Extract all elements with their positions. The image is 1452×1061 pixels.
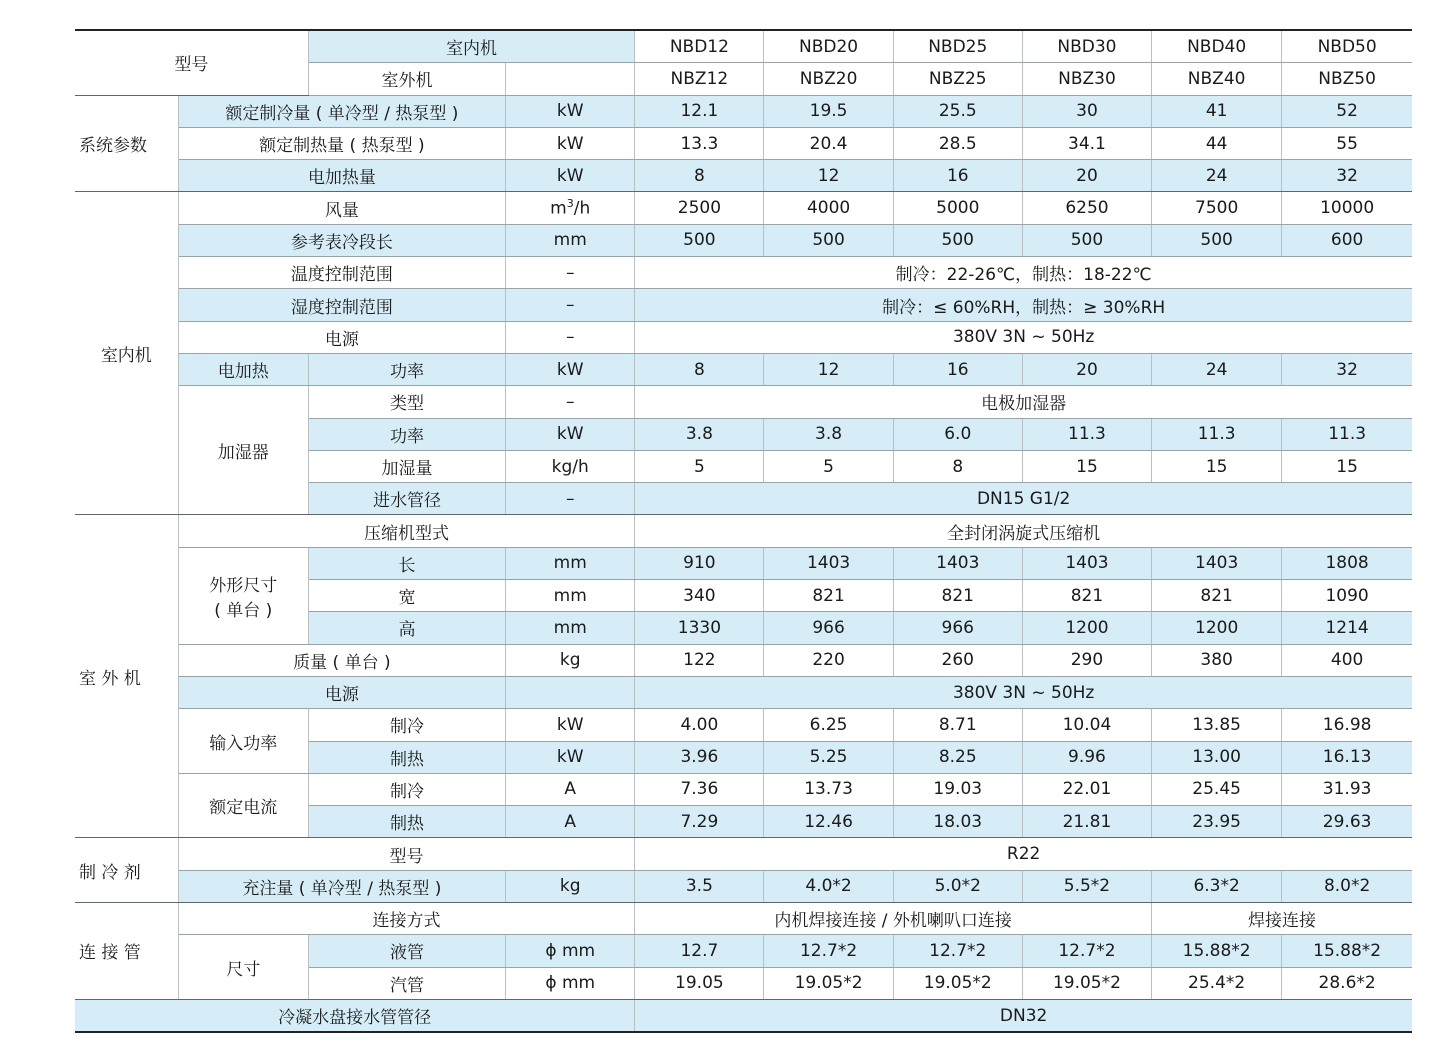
row-label: 额定制热量 ( 热泵型 ) (178, 127, 505, 159)
value-cell: 220 (764, 644, 893, 676)
value-cell: 21.81 (1022, 806, 1151, 838)
value-cell: 20 (1022, 353, 1151, 385)
model-cell: NBD40 (1152, 30, 1282, 63)
unit-cell: kW (506, 741, 635, 773)
value-cell: 30 (1022, 95, 1151, 127)
value-cell: 7500 (1152, 192, 1282, 224)
merged-value-cell: 制冷：≤ 60%RH，制热：≥ 30%RH (635, 289, 1412, 321)
model-cell: NBZ12 (635, 63, 764, 95)
merged-value-cell: 制冷：22-26℃，制热：18-22℃ (635, 257, 1412, 289)
unit-cell: – (506, 483, 635, 515)
unit-cell: – (506, 289, 635, 321)
outdoor-unit-label: 室外机 (308, 63, 505, 95)
table-row (75, 838, 1412, 870)
section-label-system: 系统参数 (75, 95, 178, 192)
value-cell: 1090 (1282, 580, 1412, 612)
unit-cell: kW (506, 353, 635, 385)
value-cell: 821 (1152, 580, 1282, 612)
merged-value-cell: 焊接连接 (1152, 903, 1412, 935)
unit-cell: kg (506, 644, 635, 676)
value-cell: 31.93 (1282, 773, 1412, 805)
value-cell: 500 (893, 224, 1022, 256)
table-row (75, 127, 1412, 159)
value-cell: 500 (635, 224, 764, 256)
section-label-piping: 连 接 管 (75, 903, 178, 1000)
row-label: 额定电流 (178, 773, 308, 838)
model-cell: NBZ30 (1022, 63, 1151, 95)
value-cell: 6.0 (893, 418, 1022, 450)
value-cell: 5000 (893, 192, 1022, 224)
row-label: 电源 (178, 321, 505, 353)
value-cell: 16.98 (1282, 709, 1412, 741)
indoor-unit-label: 室内机 (308, 30, 634, 63)
value-cell: 41 (1152, 95, 1282, 127)
value-cell: 18.03 (893, 806, 1022, 838)
value-cell: 500 (1022, 224, 1151, 256)
value-cell: 15.88*2 (1282, 935, 1412, 967)
table-row (75, 224, 1412, 256)
merged-value-cell: 电极加湿器 (635, 386, 1412, 418)
unit-cell: ϕ mm (506, 935, 635, 967)
model-cell: NBD12 (635, 30, 764, 63)
row-label: 温度控制范围 (178, 257, 505, 289)
value-cell: 10000 (1282, 192, 1412, 224)
model-cell: NBZ25 (893, 63, 1022, 95)
row-sub-label: 液管 (308, 935, 505, 967)
value-cell: 11.3 (1022, 418, 1151, 450)
unit-cell: kg/h (506, 450, 635, 482)
value-cell: 11.3 (1282, 418, 1412, 450)
unit-sup: 3 (566, 197, 574, 211)
value-cell: 9.96 (1022, 741, 1151, 773)
value-cell: 19.05 (635, 967, 764, 999)
table-row (75, 386, 1412, 418)
unit-cell: – (506, 321, 635, 353)
value-cell: 8 (635, 160, 764, 192)
table-row (75, 95, 1412, 127)
row-label: 充注量 ( 单冷型 / 热泵型 ) (178, 870, 505, 902)
unit-cell (506, 63, 635, 95)
value-cell: 5 (764, 450, 893, 482)
row-label: 压缩机型式 (178, 515, 635, 547)
value-cell: 24 (1152, 160, 1282, 192)
value-cell: 24 (1152, 353, 1282, 385)
row-sub-label: 长 (308, 547, 505, 579)
unit-cell: ϕ mm (506, 967, 635, 999)
value-cell: 8.71 (893, 709, 1022, 741)
unit-cell (506, 676, 635, 708)
value-cell: 1200 (1022, 612, 1151, 644)
unit-cell: mm (506, 580, 635, 612)
unit-cell: mm (506, 224, 635, 256)
value-cell: 6250 (1022, 192, 1151, 224)
table-row (75, 935, 1412, 967)
value-cell: 25.4*2 (1152, 967, 1282, 999)
value-cell: 25.45 (1152, 773, 1282, 805)
unit-cell: kg (506, 870, 635, 902)
value-cell: 821 (1022, 580, 1151, 612)
value-cell: 7.29 (635, 806, 764, 838)
unit-cell: A (506, 773, 635, 805)
table-row (75, 353, 1412, 385)
dimensions-label-line2: ( 单台 ) (214, 600, 273, 621)
value-cell: 5.5*2 (1022, 870, 1151, 902)
unit-base: m (550, 198, 567, 219)
value-cell: 16 (893, 160, 1022, 192)
value-cell: 5.25 (764, 741, 893, 773)
value-cell: 32 (1282, 160, 1412, 192)
table-row (75, 515, 1412, 547)
section-label-refrigerant: 制 冷 剂 (75, 838, 178, 903)
row-label: 电源 (178, 676, 505, 708)
table-row (75, 160, 1412, 192)
value-cell: 12.7*2 (764, 935, 893, 967)
table-row (75, 773, 1412, 805)
value-cell: 20 (1022, 160, 1151, 192)
unit-cell: mm (506, 547, 635, 579)
row-sub-label: 汽管 (308, 967, 505, 999)
value-cell: 32 (1282, 353, 1412, 385)
row-label: 电加热量 (178, 160, 505, 192)
unit-cell: kW (506, 709, 635, 741)
row-sub-label: 制热 (308, 806, 505, 838)
merged-value-cell: 全封闭涡旋式压缩机 (635, 515, 1412, 547)
table-row (75, 676, 1412, 708)
model-cell: NBD25 (893, 30, 1022, 63)
row-sub-label: 加湿量 (308, 450, 505, 482)
value-cell: 966 (764, 612, 893, 644)
row-sub-label: 制热 (308, 741, 505, 773)
table-row (75, 192, 1412, 224)
value-cell: 1403 (764, 547, 893, 579)
row-label: 湿度控制范围 (178, 289, 505, 321)
value-cell: 15 (1282, 450, 1412, 482)
value-cell: 3.8 (635, 418, 764, 450)
unit-cell: kW (506, 160, 635, 192)
value-cell: 4.0*2 (764, 870, 893, 902)
value-cell: 23.95 (1152, 806, 1282, 838)
value-cell: 2500 (635, 192, 764, 224)
merged-value-cell: 内机焊接连接 / 外机喇叭口连接 (635, 903, 1152, 935)
model-cell: NBD20 (764, 30, 893, 63)
value-cell: 28.5 (893, 127, 1022, 159)
row-label: 尺寸 (178, 935, 308, 1000)
value-cell: 55 (1282, 127, 1412, 159)
table-row (75, 547, 1412, 579)
value-cell: 122 (635, 644, 764, 676)
row-sub-label: 宽 (308, 580, 505, 612)
value-cell: 1808 (1282, 547, 1412, 579)
value-cell: 19.03 (893, 773, 1022, 805)
value-cell: 10.04 (1022, 709, 1151, 741)
value-cell: 13.85 (1152, 709, 1282, 741)
table-row (75, 644, 1412, 676)
value-cell: 1403 (1022, 547, 1151, 579)
table-row (75, 30, 1412, 63)
merged-value-cell: 380V 3N ~ 50Hz (635, 676, 1412, 708)
row-sub-label: 功率 (308, 353, 505, 385)
value-cell: 8.25 (893, 741, 1022, 773)
model-cell: NBZ40 (1152, 63, 1282, 95)
value-cell: 12 (764, 160, 893, 192)
row-label: 冷凝水盘接水管管径 (75, 999, 635, 1032)
value-cell: 6.3*2 (1152, 870, 1282, 902)
row-label: 质量 ( 单台 ) (178, 644, 505, 676)
value-cell: 821 (893, 580, 1022, 612)
value-cell: 44 (1152, 127, 1282, 159)
value-cell: 6.25 (764, 709, 893, 741)
value-cell: 500 (764, 224, 893, 256)
value-cell: 16 (893, 353, 1022, 385)
model-cell: NBZ20 (764, 63, 893, 95)
row-sub-label: 进水管径 (308, 483, 505, 515)
value-cell: 52 (1282, 95, 1412, 127)
value-cell: 821 (764, 580, 893, 612)
value-cell: 29.63 (1282, 806, 1412, 838)
table-row (75, 870, 1412, 902)
value-cell: 11.3 (1152, 418, 1282, 450)
merged-value-cell: R22 (635, 838, 1412, 870)
value-cell: 500 (1152, 224, 1282, 256)
value-cell: 20.4 (764, 127, 893, 159)
value-cell: 13.3 (635, 127, 764, 159)
table-row (75, 289, 1412, 321)
table-row (75, 257, 1412, 289)
value-cell: 34.1 (1022, 127, 1151, 159)
unit-cell (506, 192, 635, 224)
dimensions-label-line1: 外形尺寸 (209, 575, 278, 596)
value-cell: 4000 (764, 192, 893, 224)
value-cell: 19.5 (764, 95, 893, 127)
value-cell: 1200 (1152, 612, 1282, 644)
value-cell: 290 (1022, 644, 1151, 676)
value-cell: 15 (1152, 450, 1282, 482)
unit-cell: kW (506, 127, 635, 159)
value-cell: 3.8 (764, 418, 893, 450)
value-cell: 380 (1152, 644, 1282, 676)
value-cell: 13.73 (764, 773, 893, 805)
value-cell: 600 (1282, 224, 1412, 256)
table-row (75, 903, 1412, 935)
spec-table (75, 29, 1412, 1033)
value-cell: 12.7 (635, 935, 764, 967)
value-cell: 340 (635, 580, 764, 612)
value-cell: 3.96 (635, 741, 764, 773)
row-label: 风量 (178, 192, 505, 224)
row-label: 额定制冷量 ( 单冷型 / 热泵型 ) (178, 95, 505, 127)
row-label: 连接方式 (178, 903, 635, 935)
value-cell: 22.01 (1022, 773, 1151, 805)
merged-value-cell: 380V 3N ~ 50Hz (635, 321, 1412, 353)
value-cell: 19.05*2 (1022, 967, 1151, 999)
value-cell: 5 (635, 450, 764, 482)
value-cell: 15.88*2 (1152, 935, 1282, 967)
unit-cell: kW (506, 95, 635, 127)
merged-value-cell: DN15 G1/2 (635, 483, 1412, 515)
value-cell: 4.00 (635, 709, 764, 741)
value-cell: 12.7*2 (1022, 935, 1151, 967)
unit-cell: kW (506, 418, 635, 450)
value-cell: 3.5 (635, 870, 764, 902)
model-cell: NBZ50 (1282, 63, 1412, 95)
value-cell: 910 (635, 547, 764, 579)
unit-cell: – (506, 386, 635, 418)
row-label: 输入功率 (178, 709, 308, 774)
value-cell: 13.00 (1152, 741, 1282, 773)
value-cell: 12.1 (635, 95, 764, 127)
value-cell: 1403 (1152, 547, 1282, 579)
unit-cell: mm (506, 612, 635, 644)
row-label (178, 547, 308, 644)
model-label: 型号 (75, 30, 308, 95)
value-cell: 28.6*2 (1282, 967, 1412, 999)
row-sub-label: 类型 (308, 386, 505, 418)
value-cell: 8.0*2 (1282, 870, 1412, 902)
value-cell: 16.13 (1282, 741, 1412, 773)
value-cell: 12.46 (764, 806, 893, 838)
row-sub-label: 高 (308, 612, 505, 644)
value-cell: 1214 (1282, 612, 1412, 644)
row-label: 电加热 (178, 353, 308, 385)
merged-value-cell: DN32 (635, 999, 1412, 1032)
table-row (75, 709, 1412, 741)
value-cell: 12 (764, 353, 893, 385)
value-cell: 12.7*2 (893, 935, 1022, 967)
value-cell: 1403 (893, 547, 1022, 579)
row-sub-label: 制冷 (308, 709, 505, 741)
section-label-indoor: 室内机 (75, 192, 178, 515)
section-label-outdoor: 室 外 机 (75, 515, 178, 838)
value-cell: 8 (893, 450, 1022, 482)
unit-cell: A (506, 806, 635, 838)
table-row (75, 999, 1412, 1032)
row-label: 型号 (178, 838, 635, 870)
value-cell: 400 (1282, 644, 1412, 676)
value-cell: 260 (893, 644, 1022, 676)
row-sub-label: 功率 (308, 418, 505, 450)
value-cell: 25.5 (893, 95, 1022, 127)
unit-cell: – (506, 257, 635, 289)
row-label: 参考表冷段长 (178, 224, 505, 256)
model-cell: NBD50 (1282, 30, 1412, 63)
value-cell: 8 (635, 353, 764, 385)
value-cell: 5.0*2 (893, 870, 1022, 902)
row-label: 加湿器 (178, 386, 308, 515)
value-cell: 7.36 (635, 773, 764, 805)
value-cell: 966 (893, 612, 1022, 644)
value-cell: 19.05*2 (764, 967, 893, 999)
table-row (75, 321, 1412, 353)
value-cell: 1330 (635, 612, 764, 644)
row-sub-label: 制冷 (308, 773, 505, 805)
unit-tail: /h (573, 198, 591, 219)
value-cell: 15 (1022, 450, 1151, 482)
model-cell: NBD30 (1022, 30, 1151, 63)
value-cell: 19.05*2 (893, 967, 1022, 999)
